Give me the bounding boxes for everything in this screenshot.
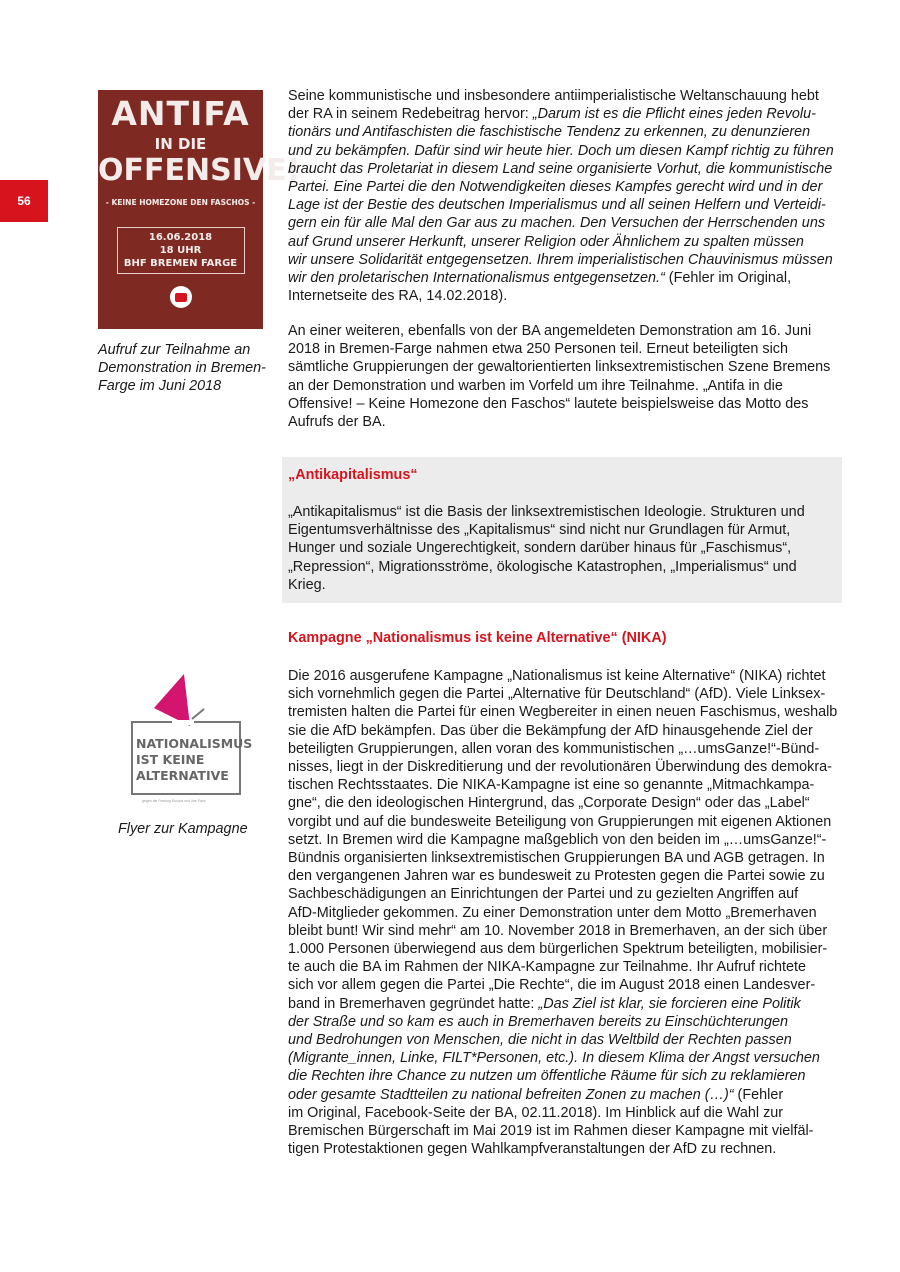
text-line	[288, 1086, 837, 1104]
poster-subtitle: IN DIE	[154, 135, 207, 153]
poster-motto: - KEINE HOMEZONE DEN FASCHOS -	[105, 198, 256, 207]
text-segment: Die 2016 ausgerufene Kampagne „Nationalismus ist keine Alternative“ (NIKA) richtet	[288, 668, 826, 684]
text-line	[288, 1122, 837, 1140]
quote-segment: „Das Ziel ist klar, sie forcieren eine Politik	[538, 995, 801, 1012]
text-segment: Bremischen Bürgerschaft im Mai 2019 ist im Rahmen dieser Kampagne mit vielfäl-	[288, 1123, 814, 1140]
text-line	[288, 340, 830, 358]
text-line	[288, 178, 834, 196]
text-line	[288, 558, 805, 576]
poster-time: 18 UHR	[159, 245, 202, 256]
poster-place: BHF BREMEN FARGE	[123, 258, 238, 269]
text-line	[288, 940, 837, 958]
text-segment: sie die AfD bekämpfen. Das über die Bekämpfung der AfD hinausgehende Ziel der	[288, 722, 813, 739]
text-segment: im Original, Facebook-Seite der BA, 02.11.2018). Im Hinblick auf die Wahl zur	[288, 1104, 784, 1121]
text-segment: (Fehler	[733, 1086, 784, 1103]
text-segment: Hunger und soziale Ungerechtigkeit, sondern darüber hinaus für „Faschismus“,	[288, 540, 792, 557]
text-line	[288, 287, 834, 305]
caption-line: Aufruf zur Teilnahme an	[98, 342, 251, 358]
text-line	[288, 904, 837, 922]
text-line	[288, 322, 830, 340]
quote-segment: oder gesamte Stadtteilen zu national befreiten Zonen zu machen (…)“	[288, 1086, 734, 1103]
text-line	[288, 1104, 837, 1122]
quote-segment: „Darum ist es die Pflicht eines jeden Revolu-	[532, 106, 816, 123]
text-segment: Seine kommunistische und insbesondere antiimperialistische Weltanschauung hebt	[288, 88, 819, 104]
text-line	[288, 794, 837, 812]
text-segment: „Antikapitalismus“ ist die Basis der linksextremistischen Ideologie. Strukturen und	[288, 504, 805, 520]
text-line	[288, 1140, 837, 1158]
antifa-flag-icon	[170, 286, 192, 308]
poster-title: ANTIFA	[111, 94, 250, 133]
text-line	[288, 685, 837, 703]
text-line	[288, 831, 837, 849]
quote-segment: Partei. Eine Partei die den Notwendigkeiten dieses Kampfes gerecht wird und in der	[288, 179, 823, 196]
text-line	[288, 105, 834, 123]
text-segment: Eigentumsverhältnisse des „Kapitalismus“ sind nicht nur Grundlagen für Armut,	[288, 522, 791, 539]
text-line	[288, 576, 805, 594]
quote-segment: (Migrante_innen, Linke, FILT*Personen, etc.). In diesem Klima der Angst versuchen	[288, 1050, 820, 1067]
text-segment: der RA in seinem Redebeitrag hervor:	[288, 106, 533, 123]
text-line	[288, 958, 837, 976]
text-segment: tigen Protestaktionen gegen Wahlkampfveranstaltungen der AfD zu rechnen.	[288, 1141, 777, 1158]
quote-segment: Lage ist der Bestie des deutschen Imperialismus und all seinen Helfern und Verteidi-	[288, 197, 826, 214]
page-number: 56	[0, 180, 48, 222]
text-segment: te auch die BA im Rahmen der NIKA-Kampagne zur Teilnahme. Ihr Aufruf richtete	[288, 959, 807, 976]
text-segment: 1.000 Personen überwiegend aus dem bürgerlichen Spektrum beteiligten, mobilisier-	[288, 941, 828, 958]
quote-segment: und Bedrohungen von Menschen, die nicht in das Weltbild der Rechten passen	[288, 1032, 792, 1049]
text-segment: den vergangenen Jahren war es bundesweit zu Protesten gegen die Partei sowie zu	[288, 868, 825, 885]
text-segment: An einer weiteren, ebenfalls von der BA angemeldeten Demonstration am 16. Juni	[288, 323, 812, 339]
poster-date: 16.06.2018	[148, 232, 213, 243]
text-line	[288, 885, 837, 903]
text-segment: beteiligten Gruppierungen, allen voran des kommunistischen „…umsGanze!“-Bünd-	[288, 740, 820, 757]
text-line	[288, 722, 837, 740]
text-segment: (Fehler im Original,	[664, 270, 792, 287]
text-line	[288, 813, 837, 831]
caption-line: Demonstration in Bremen-	[98, 360, 266, 377]
text-segment: gne“, die den ideologischen Hintergrund, das „Corporate Design“ oder das „Label“	[288, 795, 810, 812]
text-line	[288, 667, 837, 685]
quote-segment: wir unsere Solidarität entgegensetzen. Ihrem imperialistischen Chauvinismus müssen	[288, 251, 833, 268]
info-box-text	[288, 503, 805, 594]
text-segment: Internetseite des RA, 14.02.2018).	[288, 288, 508, 305]
text-line	[288, 214, 834, 232]
text-line	[288, 233, 834, 251]
text-line	[288, 123, 834, 141]
text-segment: tischen Rechtsstaates. Die NIKA-Kampagne ist eine so genannte „Mitmachkampa-	[288, 777, 815, 794]
text-segment: Aufrufs der BA.	[288, 414, 386, 431]
text-line	[288, 521, 805, 539]
text-line	[288, 251, 834, 269]
text-line	[288, 1049, 837, 1067]
text-segment: „Repression“, Migrationsströme, ökologische Katastrophen, „Imperialismus“ und	[288, 558, 797, 575]
paragraph-ra-quote	[288, 87, 834, 305]
text-line	[288, 1013, 837, 1031]
text-segment: sich vor allem gegen die Partei „Die Rechte“, die im August 2018 einen Landesver-	[288, 977, 816, 994]
text-segment: Offensive! – Keine Homezone den Faschos“ lautete beispielsweise das Motto des	[288, 395, 809, 412]
text-line	[288, 377, 830, 395]
text-segment: bleibt bunt! Wir sind mehr“ am 10. November 2018 in Bremerhaven, an der sich über	[288, 922, 828, 939]
info-box-heading: „Antikapitalismus“	[288, 467, 418, 483]
text-line	[288, 922, 837, 940]
text-segment: Krieg.	[288, 576, 326, 593]
text-line	[288, 87, 834, 105]
text-line	[288, 503, 805, 521]
quote-segment: die Rechten ihre Chance zu nutzen um öffentliche Räume für sich zu reklamieren	[288, 1068, 806, 1085]
text-segment: band in Bremerhaven gegründet hatte:	[288, 995, 539, 1012]
nika-logo-image	[112, 664, 262, 812]
text-line	[288, 539, 805, 557]
text-segment: 2018 in Bremen-Farge nahmen etwa 250 Personen teil. Erneut beteiligten sich	[288, 341, 788, 358]
text-line	[288, 703, 837, 721]
text-segment: setzt. In Bremen wird die Kampagne maßgeblich von den beiden im „…umsGanze!“-	[288, 831, 827, 848]
quote-segment: gern ein für alle Mal den Gar aus zu machen. Den Versuchen der Herrschenden uns	[288, 215, 826, 232]
text-line	[288, 160, 834, 178]
text-line	[288, 740, 837, 758]
text-segment: Bündnis organisierten linksextremistischen Gruppierungen BA und AGB getragen. In	[288, 850, 825, 867]
nika-logo-line: IST KEINE	[136, 752, 205, 767]
text-line	[288, 776, 837, 794]
quote-segment: tionärs und Antifaschisten die faschistische Tendenz zu erkennen, zu denunzieren	[288, 124, 811, 141]
text-line	[288, 269, 834, 287]
text-line	[288, 1031, 837, 1049]
antifa-poster-image	[98, 90, 301, 329]
text-segment: AfD-Mitglieder gekommen. Zu einer Demonstration unter dem Motto „Bremerhaven	[288, 904, 817, 921]
text-segment: sämtliche Gruppierungen der gewaltorientierten linksextremistischen Szene Bremens	[288, 359, 831, 376]
nika-logo-line: ALTERNATIVE	[136, 768, 229, 783]
poster-info-box	[117, 227, 245, 274]
paragraph-demonstration	[288, 322, 830, 431]
text-line	[288, 358, 830, 376]
text-line	[288, 196, 834, 214]
text-segment: an der Demonstration und warben im Vorfeld um ihre Teilnahme. „Antifa in die	[288, 377, 783, 394]
quote-segment: und zu bekämpfen. Dafür sind wir heute hier. Doch um diesen Kampf richtig zu führen	[288, 142, 834, 159]
nika-logo-subline: gegen die Festung Europa und ihre Fans	[142, 799, 206, 803]
text-segment: vorgibt und auf die bundesweite Beteiligung von Gruppierungen mit eigenen Aktionen	[288, 813, 832, 830]
quote-segment: wir den proletarischen Internationalismus entgegensetzen.“	[288, 270, 665, 287]
caption-line: Flyer zur Kampagne	[118, 821, 248, 837]
text-line	[288, 413, 830, 431]
text-line	[288, 395, 830, 413]
text-segment: sich vornehmlich gegen die Partei „Alternative für Deutschland“ (AfD). Viele Linksex-	[288, 686, 826, 703]
paragraph-nika	[288, 667, 837, 1158]
text-line	[288, 867, 837, 885]
text-line	[288, 995, 837, 1013]
text-line	[288, 142, 834, 160]
text-line	[288, 849, 837, 867]
text-segment: nisses, liegt in der Diskreditierung und der revolutionären Überwindung des demokra-	[288, 759, 832, 776]
text-line	[288, 1067, 837, 1085]
nika-logo-line: NATIONALISMUS	[136, 736, 253, 751]
quote-segment: auf Grund unserer Herkunft, unserer Religion oder Ähnlichem zu spalten müssen	[288, 233, 804, 250]
quote-segment: braucht das Proletariat in diesem Land seine organisierte Vorhut, die kommunistische	[288, 160, 833, 177]
poster-caption	[98, 341, 266, 396]
text-segment: Sachbeschädigungen an Einrichtungen der Partei und zu gezielten Angriffen auf	[288, 886, 799, 903]
section-heading-nika: Kampagne „Nationalismus ist keine Alternative“ (NIKA)	[288, 630, 667, 646]
poster-title-2: OFFENSIVE!	[98, 153, 301, 188]
text-line	[288, 976, 837, 994]
text-line	[288, 758, 837, 776]
caption-line: Farge im Juni 2018	[98, 378, 222, 395]
text-segment: tremisten halten die Partei für einen Wegbereiter in einen neuen Faschismus, weshalb	[288, 704, 838, 721]
quote-segment: der Straße und so kam es auch in Bremerhaven bereits zu Einschüchterungen	[288, 1013, 788, 1030]
nika-caption	[118, 820, 248, 838]
